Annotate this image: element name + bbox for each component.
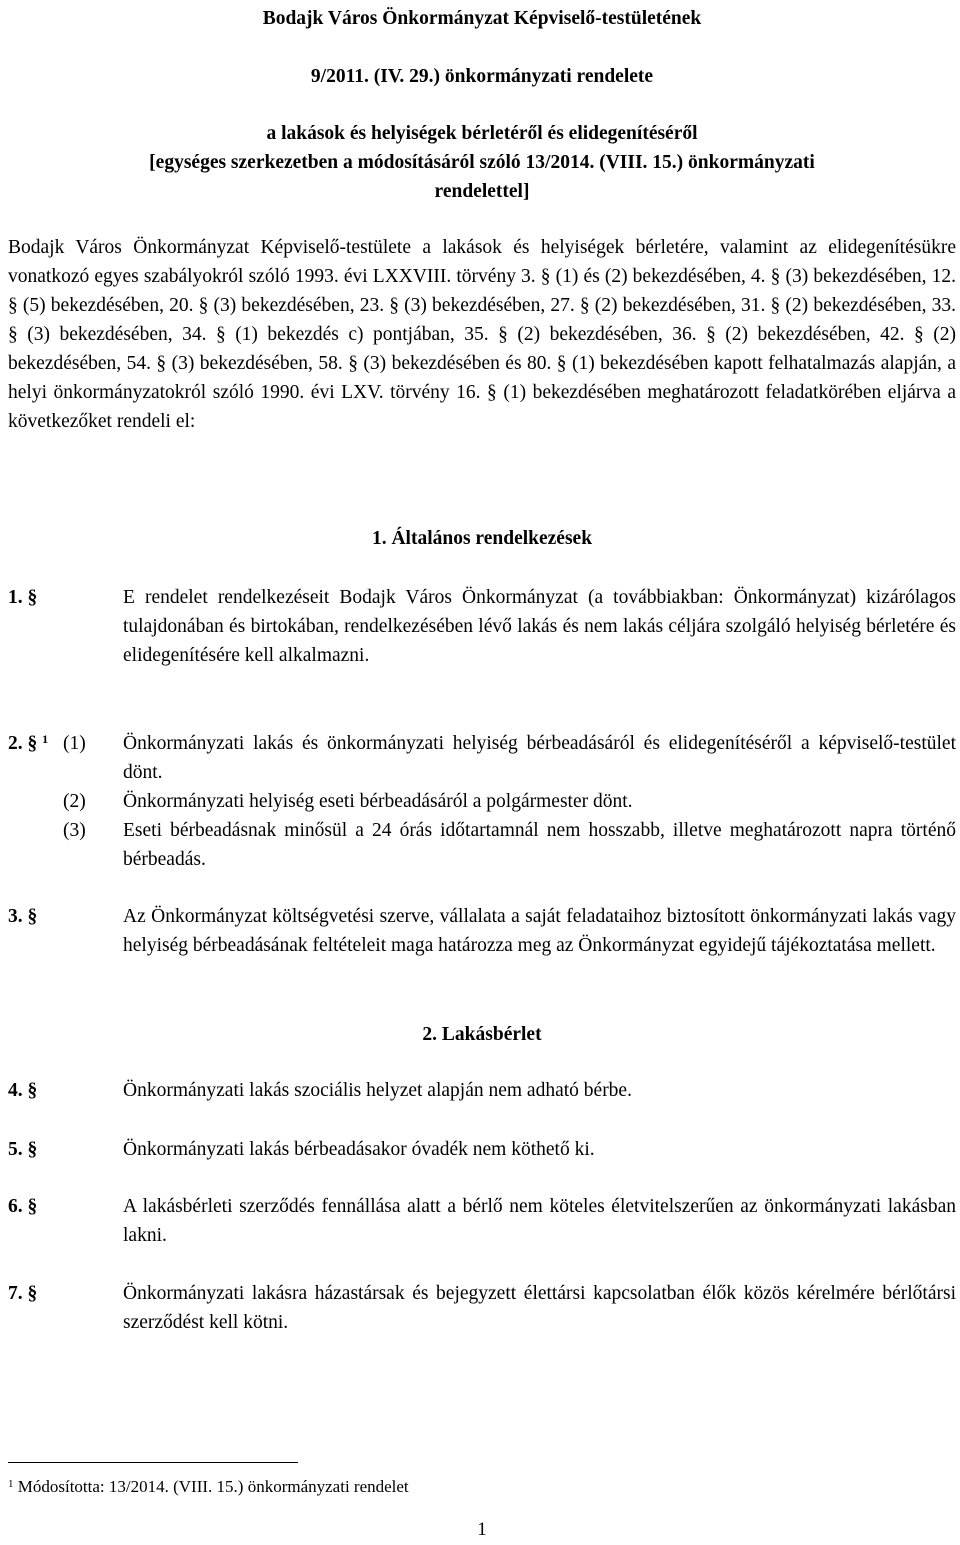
footnote bbox=[8, 1475, 409, 1499]
paragraph-2 bbox=[8, 729, 956, 874]
footnote-text: Módosította: 13/2014. (VIII. 15.) önkormányzati rendelet bbox=[17, 1477, 409, 1496]
document-header-title: a lakások és helyiségek bérletéről és elidegenítéséről bbox=[266, 123, 698, 144]
paragraph-1 bbox=[8, 583, 956, 670]
paragraph-text: E rendelet rendelkezéseit Bodajk Város Önkormányzat (a továbbiakban: Önkormányzat) kizárólagos tulajdonában és birtokában, rendelkezésében lévő lakás és nem lakás céljára szolgáló helyiség bérletére és elidegenítésére kell alkalmazni. bbox=[123, 587, 956, 666]
preamble: Bodajk Város Önkormányzat Képviselő-testülete a lakások és helyiségek bérletére, valamint az elidegenítésükre vonatkozó egyes szabályokról szóló 1993. évi LXXVIII. törvény 3. § (1) és (2) bekezdésében, 4. § (3) bekezdésében, 12. § (5) bekezdésében, 20. § (3) bekezdésében, 23. § (3) bekezdésében, 27. § (2) bekezdésében, 31. § (2) bekezdésében, 33. § (3) bekezdésében, 34. § (1) bekezdés c) pontjában, 35. § (2) bekezdésében, 36. § (2) bekezdésében, 42. § (2) bekezdésében, 54. § (3) bekezdésében, 58. § (3) bekezdésében és 80. § (1) bekezdésében kapott felhatalmazás alapján, a helyi önkormányzatokról szóló 1990. évi LXV. törvény 16. § (1) bekezdésében meghatározott feladatkörében eljárva a következőket rendeli el: bbox=[8, 237, 956, 432]
paragraph-number: 7. § bbox=[8, 1283, 38, 1304]
page-number: 1 bbox=[477, 1519, 487, 1540]
paragraph-text: Önkormányzati lakás szociális helyzet alapján nem adható bérbe. bbox=[123, 1080, 632, 1101]
subsection-3 bbox=[8, 816, 956, 874]
paragraph-number: 6. § bbox=[8, 1196, 38, 1217]
paragraph-text: Önkormányzati lakásra házastársak és bejegyzett élettársi kapcsolatban élők közös kérelmére bérlőtársi szerződést kell kötni. bbox=[123, 1283, 956, 1333]
paragraph-7 bbox=[8, 1279, 956, 1337]
paragraph-3 bbox=[8, 902, 956, 960]
subsection-text: Önkormányzati lakás és önkormányzati helyiség bérbeadásáról és elidegenítéséről a képviselő-testület dönt. bbox=[123, 733, 956, 783]
paragraph-number: 5. § bbox=[8, 1139, 38, 1160]
footnote-divider bbox=[8, 1462, 298, 1463]
section-title-general: 1. Általános rendelkezések bbox=[371, 528, 593, 549]
document-header-number: 9/2011. (IV. 29.) önkormányzati rendelete bbox=[310, 66, 654, 87]
paragraph-number: 1. § bbox=[8, 587, 38, 608]
footnote-mark: 1 bbox=[8, 1478, 14, 1490]
paragraph-number: 2. § $^1$ bbox=[8, 732, 49, 754]
paragraph-5 bbox=[8, 1135, 956, 1164]
subsection-text: Önkormányzati helyiség eseti bérbeadásáról a polgármester dönt. bbox=[123, 791, 633, 812]
document-header-amendment: [egységes szerkezetben a módosításáról szóló 13/2014. (VIII. 15.) önkormányzati bbox=[149, 152, 815, 173]
paragraph-text: A lakásbérleti szerződés fennállása alatt a bérlő nem köteles életvitelszerűen az önkormányzati lakásban lakni. bbox=[123, 1196, 956, 1246]
subsection-label: (1) bbox=[63, 733, 86, 754]
paragraph-6 bbox=[8, 1192, 956, 1250]
subsection-1 bbox=[8, 729, 956, 787]
subsection-label: (2) bbox=[63, 791, 86, 812]
paragraph-text: Önkormányzati lakás bérbeadásakor óvadék nem köthető ki. bbox=[123, 1139, 595, 1160]
document-header-issuer: Bodajk Város Önkormányzat Képviselő-testületének bbox=[262, 8, 702, 29]
paragraph-number: 4. § bbox=[8, 1080, 38, 1101]
subsection-text: Eseti bérbeadásnak minősül a 24 órás időtartamnál nem hosszabb, illetve meghatározott napra történő bérbeadás. bbox=[123, 820, 956, 870]
section-title-lease: 2. Lakásbérlet bbox=[422, 1024, 542, 1045]
paragraph-number: 3. § bbox=[8, 906, 38, 927]
subsection-2 bbox=[8, 787, 956, 816]
document-header-amendment-end: rendelettel] bbox=[434, 181, 530, 202]
paragraph-text: Az Önkormányzat költségvetési szerve, vállalata a saját feladataihoz biztosított önkormányzati lakás vagy helyiség bérbeadásának feltételeit maga határozza meg az Önkormányzat egyidejű tájékoztatása mellett. bbox=[123, 906, 956, 956]
paragraph-4 bbox=[8, 1076, 956, 1105]
footnote-reference: 1 bbox=[42, 732, 49, 746]
subsection-label: (3) bbox=[63, 820, 86, 841]
